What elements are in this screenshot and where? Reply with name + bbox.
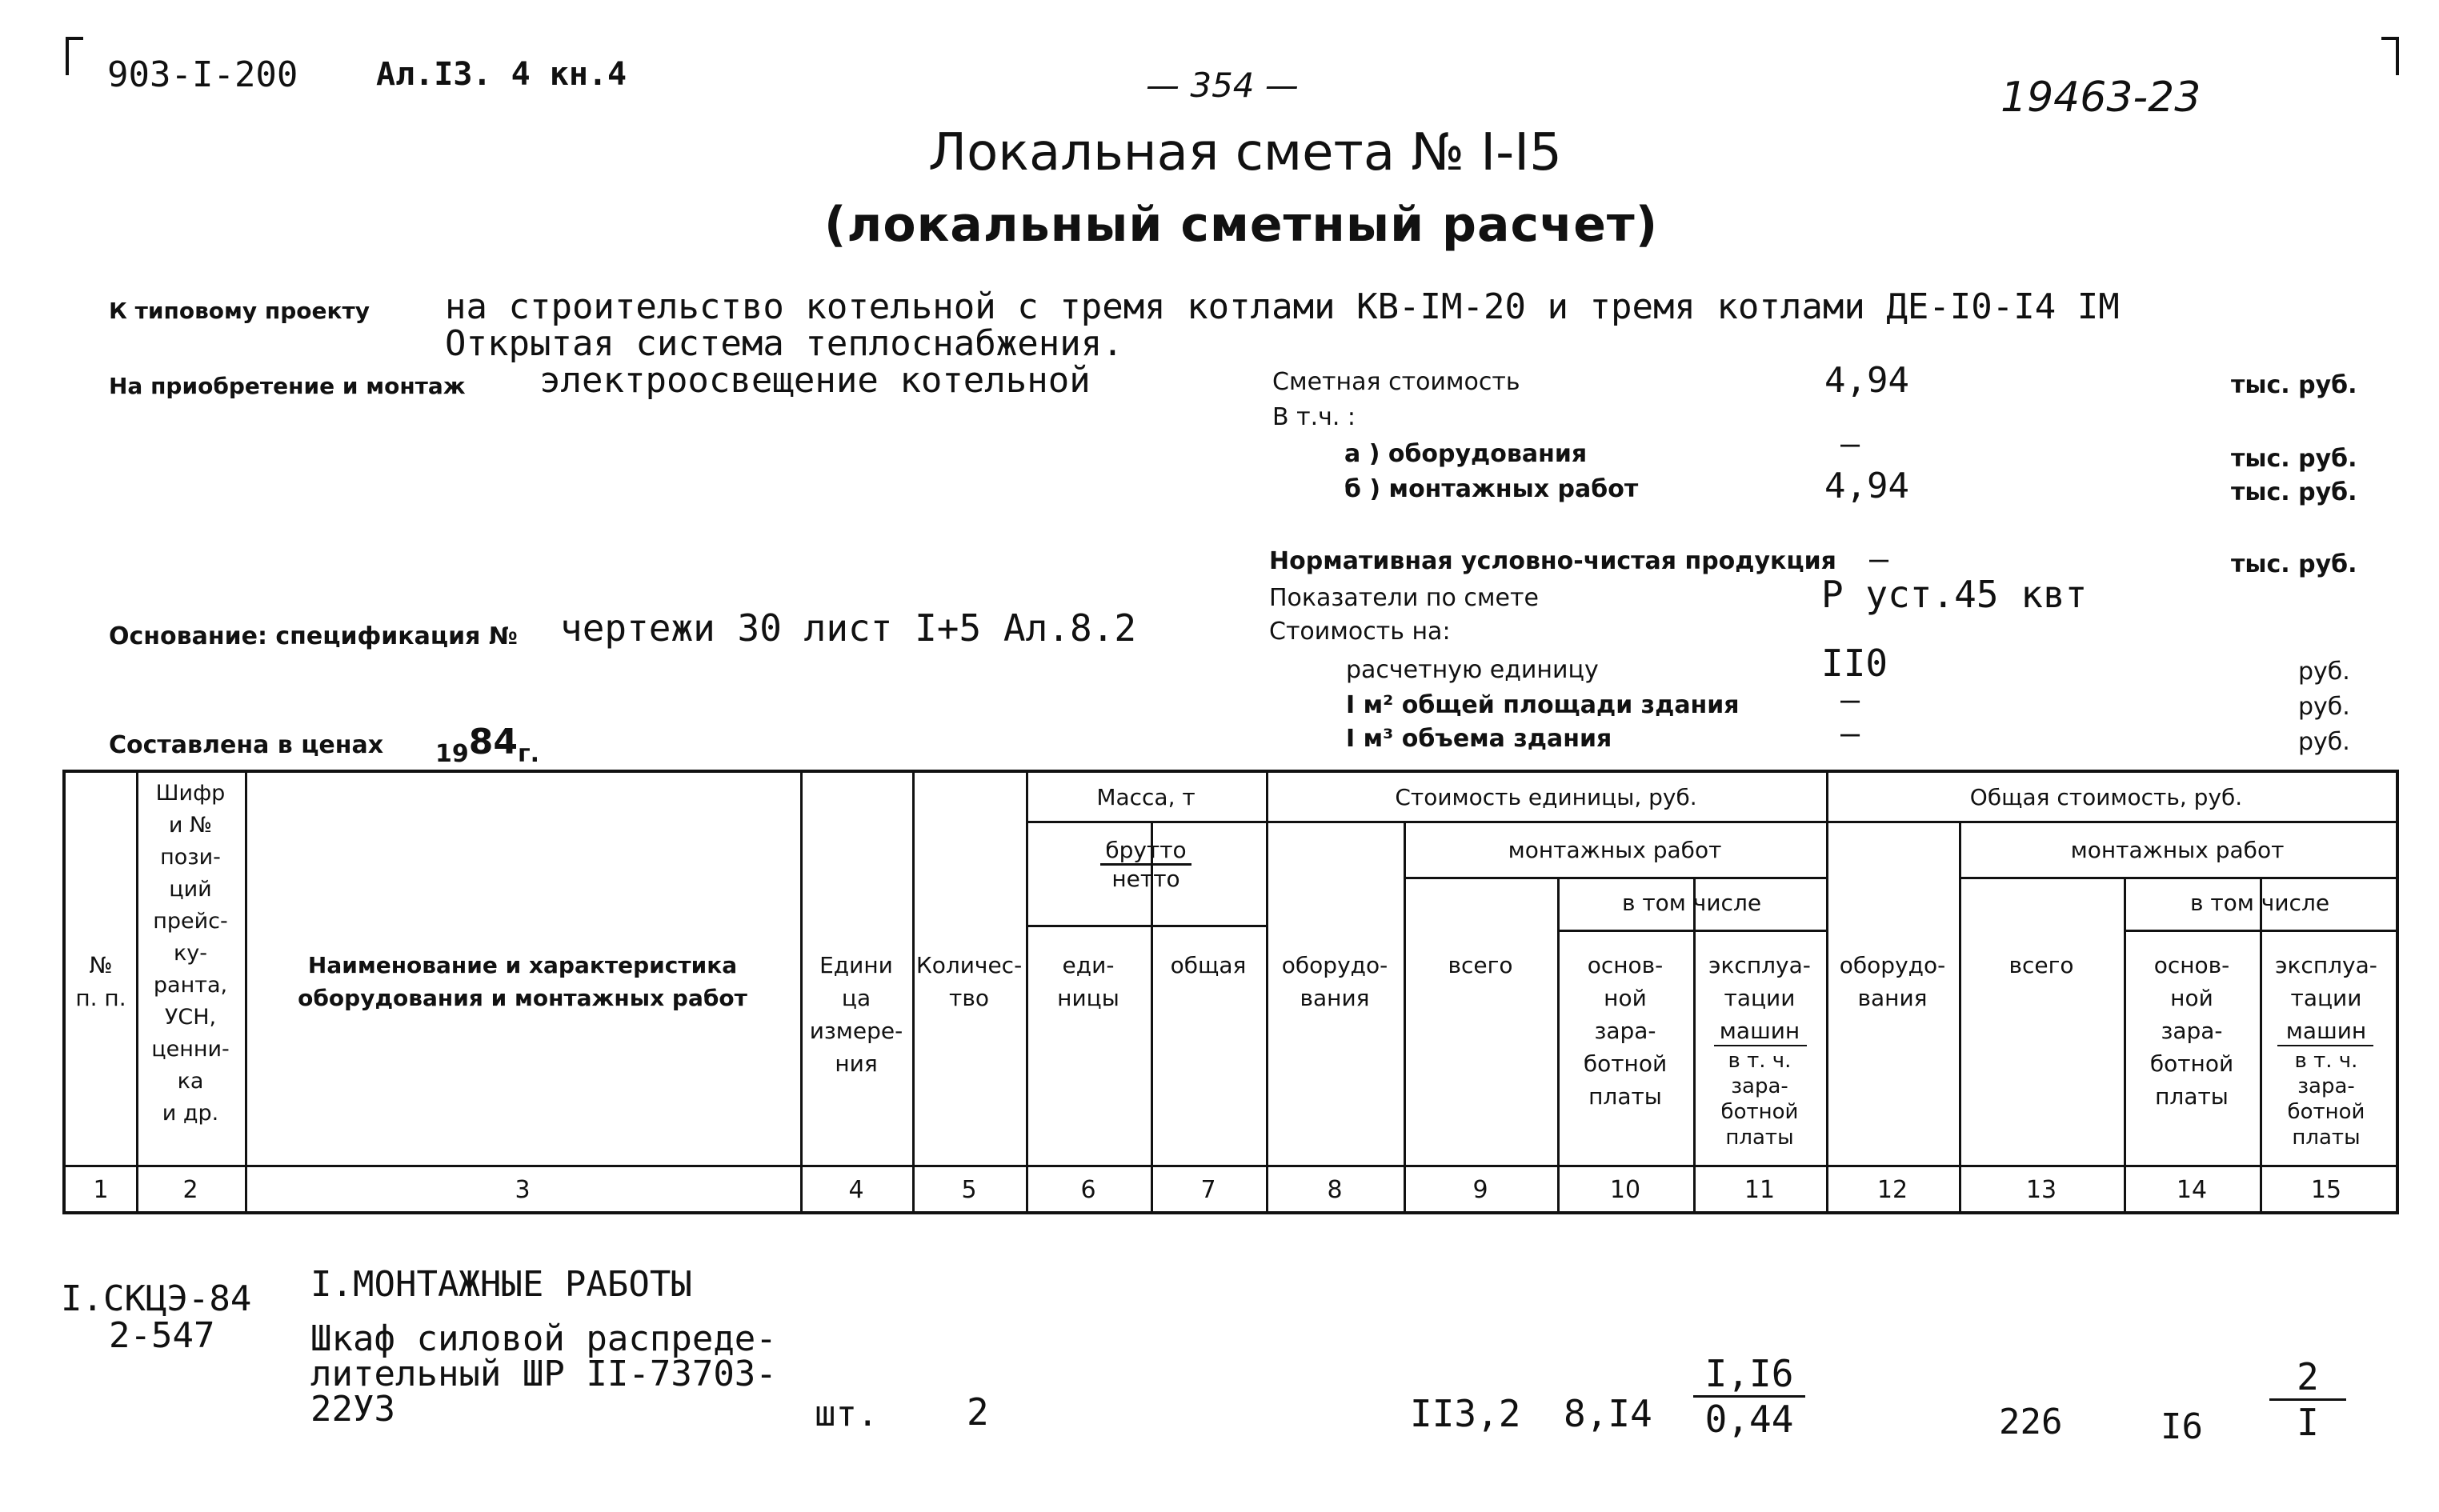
item-name-line1: Шкаф силовой распреде-: [310, 1318, 777, 1359]
purpose-value: электроосвещение котельной: [539, 360, 1091, 401]
header-qty: Количес- тво: [915, 952, 1023, 1011]
including-label: В т.ч. :: [1272, 403, 1356, 431]
header-total-including: в том числе: [2189, 890, 2330, 916]
header-total-base-salary: основ- ной зара- ботной платы: [2149, 952, 2234, 1110]
album-ref: Ал.I3. 4 кн.4: [376, 56, 627, 93]
handwritten-number: 19463-23: [2000, 74, 2201, 122]
header-no: № п. п.: [75, 952, 126, 1011]
col-num-12: 12: [1876, 1176, 1908, 1204]
per-unit-label: расчетную единицу: [1346, 656, 1599, 684]
header-name: Наименование и характеристика оборудования и монтажных работ: [298, 952, 747, 1011]
per-volume-unit: руб.: [2298, 728, 2350, 756]
col-num-8: 8: [1327, 1176, 1343, 1204]
header-total-machines: эксплуа- тации машин: [2275, 952, 2377, 1044]
normative-value: –: [1869, 541, 1889, 578]
item-total-base-salary: I6: [2161, 1406, 2203, 1447]
header-mass: Масса, т: [1096, 784, 1195, 810]
equipment-value: –: [1840, 426, 1860, 462]
per-unit-unit: руб.: [2298, 658, 2350, 686]
header-unit-cost: Стоимость единицы, руб.: [1395, 784, 1697, 810]
header-unit: Едини ца измере- ния: [809, 952, 903, 1077]
header-total-machines-salary: в т. ч. зара- ботной платы: [2287, 1049, 2365, 1150]
estimate-table: [62, 770, 2399, 1214]
purpose-label: На приобретение и монтаж: [109, 373, 466, 399]
per-volume-label: I м³ объема здания: [1346, 725, 1612, 753]
item-total-machines: 2: [2269, 1355, 2346, 1401]
per-area-label: I м² общей площади здания: [1346, 691, 1740, 719]
estimated-cost-label: Сметная стоимость: [1272, 368, 1520, 396]
page-number: — 354 —: [1146, 66, 1299, 105]
item-machines: I,I6: [1693, 1352, 1805, 1398]
installation-unit: тыс. руб.: [2231, 478, 2357, 506]
col-num-3: 3: [515, 1176, 531, 1204]
col-num-14: 14: [2176, 1176, 2208, 1204]
installation-value: 4,94: [1824, 466, 1909, 506]
cost-per-label: Стоимость на:: [1269, 618, 1451, 646]
header-netto: нетто: [1111, 866, 1180, 892]
prices-year: 1984г.: [435, 722, 540, 768]
indicators-label: Показатели по смете: [1269, 584, 1539, 612]
project-label: К типовому проекту: [109, 298, 370, 324]
per-area-unit: руб.: [2298, 693, 2350, 721]
header-mass-total: общая: [1170, 952, 1247, 978]
col-num-5: 5: [961, 1176, 977, 1204]
estimated-cost-unit: тыс. руб.: [2231, 371, 2357, 399]
installation-label: б ) монтажных работ: [1344, 475, 1639, 503]
header-including: в том числе: [1621, 890, 1762, 916]
item-qty: 2: [967, 1390, 989, 1434]
header-total-installation: монтажных работ: [2070, 837, 2285, 863]
prices-label: Составлена в ценах: [109, 731, 384, 759]
header-base-salary: основ- ной зара- ботной платы: [1583, 952, 1668, 1110]
header-equipment: оборудо- вания: [1281, 952, 1388, 1011]
col-num-15: 15: [2310, 1176, 2342, 1204]
header-code: Шифр и № пози- ций прейс- ку- ранта, УСН, ценни- ка и др.: [151, 781, 230, 1126]
per-area-value: –: [1840, 682, 1860, 718]
col-num-6: 6: [1080, 1176, 1096, 1204]
col-num-1: 1: [93, 1176, 109, 1204]
item-total-all: 226: [1999, 1402, 2063, 1442]
col-num-10: 10: [1609, 1176, 1641, 1204]
header-total-all: всего: [2008, 952, 2074, 978]
corner-mark-right: [2381, 37, 2399, 75]
item-base-salary: 8,I4: [1564, 1392, 1652, 1435]
item-code-line1: I.СКЦЭ-84: [61, 1278, 252, 1319]
page-title: Локальная смета № I-I5: [928, 123, 1562, 182]
normative-label: Нормативная условно-чистая продукция: [1269, 547, 1836, 575]
col-num-9: 9: [1472, 1176, 1488, 1204]
header-brutto: брутто: [1026, 834, 1266, 866]
header-all: всего: [1448, 952, 1513, 978]
equipment-unit: тыс. руб.: [2231, 445, 2357, 473]
item-machines-fraction: [1693, 1352, 1805, 1441]
col-num-11: 11: [1744, 1176, 1776, 1204]
equipment-label: а ) оборудования: [1344, 440, 1588, 468]
header-mass-unit: еди- ницы: [1057, 952, 1119, 1011]
section-title: I.МОНТАЖНЫЕ РАБОТЫ: [310, 1264, 692, 1305]
project-line1: на строительство котельной с тремя котлами КВ-IМ-20 и тремя котлами ДЕ-I0-I4 IМ: [445, 286, 2120, 327]
item-total-machines-salary: I: [2297, 1401, 2319, 1444]
header-installation: монтажных работ: [1508, 837, 1722, 863]
col-num-7: 7: [1200, 1176, 1216, 1204]
normative-unit: тыс. руб.: [2231, 550, 2357, 578]
col-num-13: 13: [2025, 1176, 2057, 1204]
item-install-total: II3,2: [1410, 1392, 1521, 1435]
item-total-machines-fraction: [2269, 1355, 2346, 1444]
per-unit-value: II0: [1821, 642, 1888, 685]
estimated-cost-value: 4,94: [1824, 360, 1909, 401]
project-line2: Открытая система теплоснабжения.: [445, 323, 1123, 364]
item-machines-salary: 0,44: [1704, 1398, 1794, 1441]
basis-label: Основание: спецификация №: [109, 622, 518, 650]
corner-mark-left: [66, 37, 83, 75]
header-total-cost: Общая стоимость, руб.: [1969, 784, 2243, 810]
item-code-line2: 2-547: [109, 1315, 215, 1356]
doc-code: 903-I-200: [107, 54, 298, 95]
header-machines: эксплуа- тации машин: [1708, 952, 1811, 1044]
col-num-2: 2: [182, 1176, 198, 1204]
per-volume-value: –: [1840, 715, 1860, 752]
item-unit: шт.: [815, 1394, 879, 1434]
header-total-equipment: оборудо- вания: [1839, 952, 1946, 1011]
col-num-4: 4: [848, 1176, 864, 1204]
item-name-line2: лительный ШР II-73703-: [310, 1354, 777, 1394]
page-subtitle: (локальный сметный расчет): [824, 197, 1659, 253]
indicators-value: Р уст.45 квт: [1821, 573, 2088, 616]
header-machines-salary: в т. ч. зара- ботной платы: [1720, 1049, 1799, 1150]
item-name-line3: 22У3: [310, 1389, 395, 1430]
basis-value: чертежи 30 лист I+5 Ал.8.2: [560, 606, 1137, 650]
